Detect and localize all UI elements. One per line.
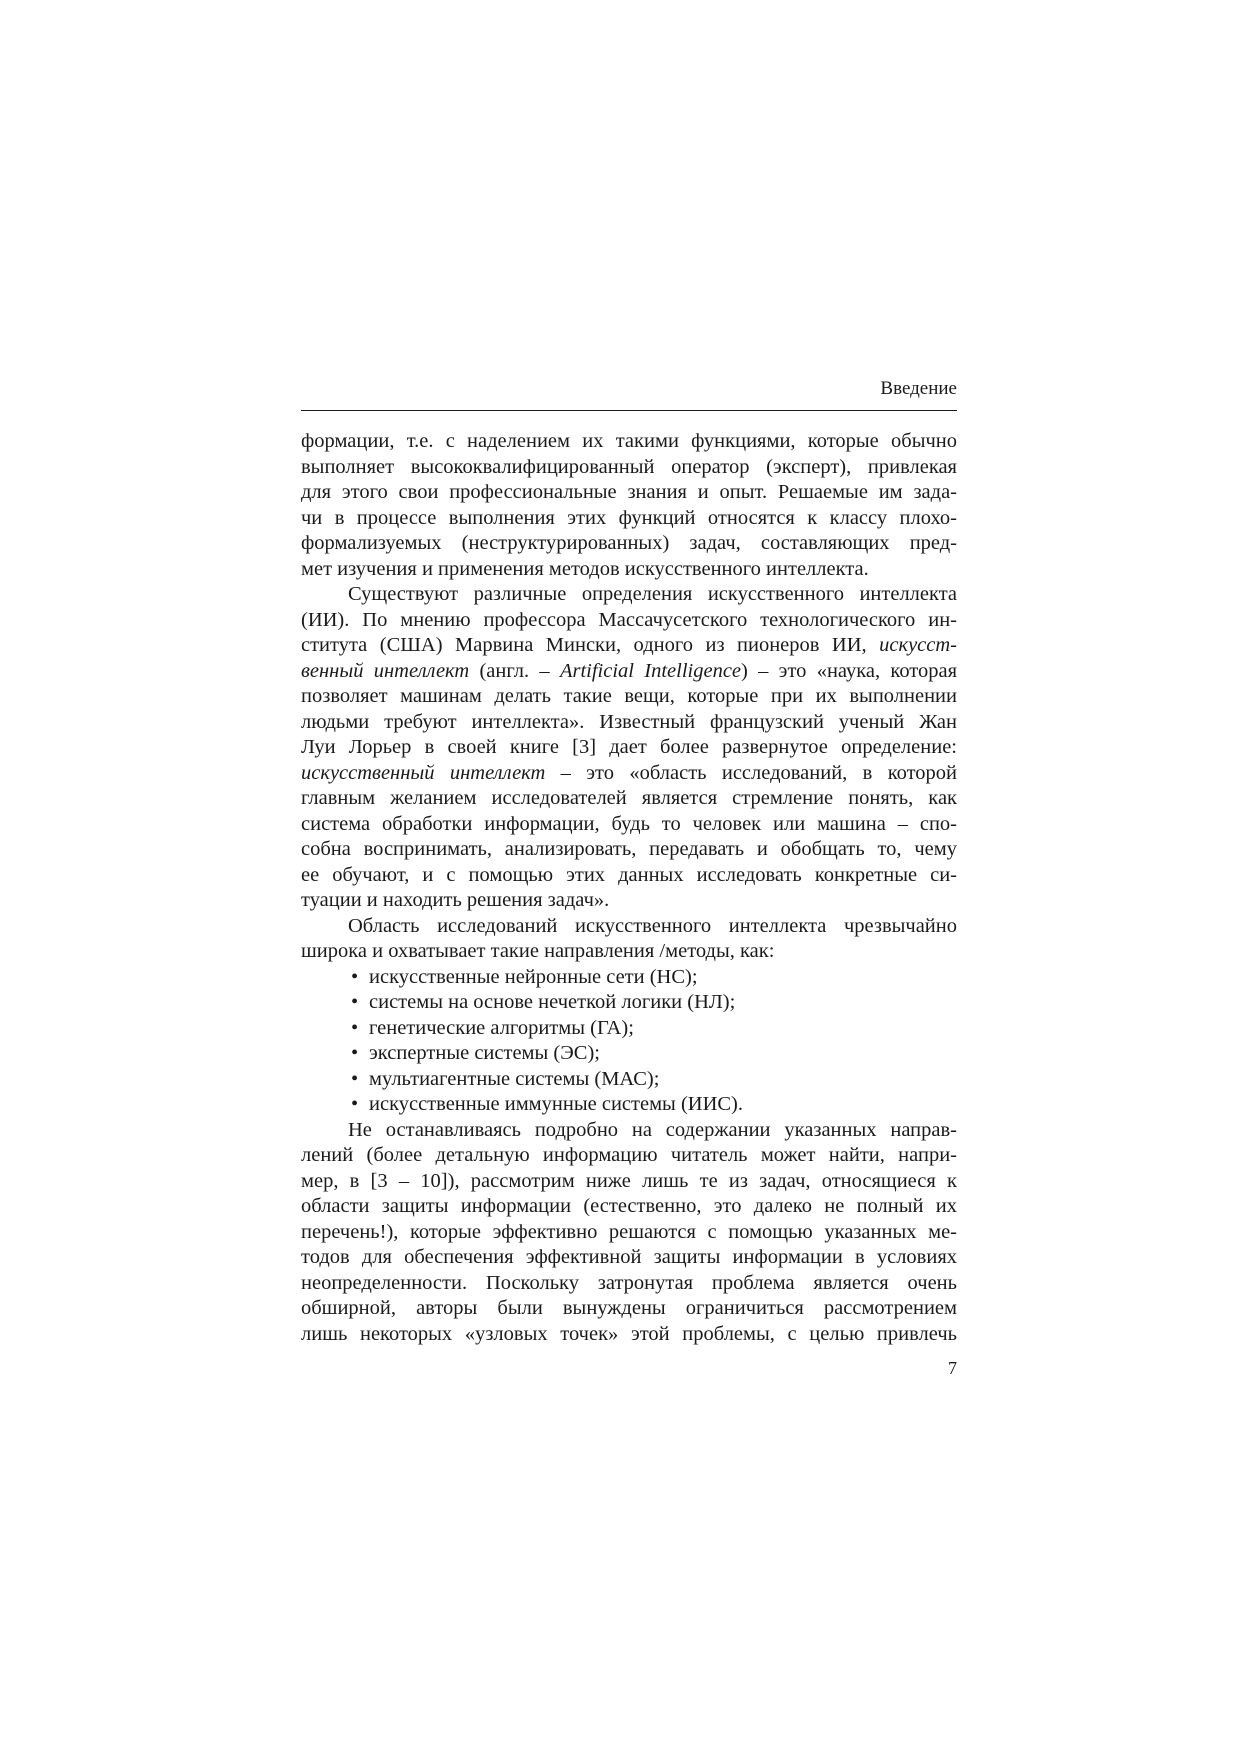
text-line: формализуемых (неструктурированных) задач, составляющих пред- xyxy=(301,532,957,554)
bullet-icon: • xyxy=(351,1067,359,1090)
text-line: обширной, авторы были вынуждены ограничиться рассмотрением xyxy=(301,1297,957,1319)
text-line xyxy=(301,761,957,787)
text-line: чи в процессе выполнения этих функций относятся к классу плохо- xyxy=(301,506,957,529)
text-line: мер, в [3 – 10]), рассмотрим ниже лишь те из задач, относящиеся к xyxy=(301,1169,957,1192)
list-item-text: экспертные системы (ЭС); xyxy=(369,1042,600,1064)
text-line: области защиты информации (естественно, это далеко не полный их xyxy=(301,1195,957,1217)
text-line: лений (более детальную информацию читатель может найти, напри- xyxy=(301,1144,957,1166)
bullet-icon: • xyxy=(351,991,359,1013)
bullet-icon: • xyxy=(351,1093,359,1115)
text-line: главным желанием исследователей является стремление понять, как xyxy=(301,787,957,809)
body-text xyxy=(301,429,957,1347)
text-segment: ) – это «наука, которая xyxy=(741,659,958,682)
list-item xyxy=(301,990,957,1016)
text-line xyxy=(301,633,957,659)
list-item xyxy=(301,1092,957,1118)
list-item xyxy=(301,1067,957,1093)
list-item-text: искусственные иммунные системы (ИИС). xyxy=(369,1093,744,1115)
text-line: перечень!), которые эффективно решаются с помощью указанных ме- xyxy=(301,1220,957,1243)
text-line: система обработки информации, будь то человек или машина – спо- xyxy=(301,812,957,835)
text-line: позволяет машинам делать такие вещи, которые при их выполнении xyxy=(301,685,957,707)
list-item-text: мультиагентные системы (МАС); xyxy=(369,1067,660,1090)
term-italic: искусственный интеллект xyxy=(301,761,546,784)
text-segment: ститута (США) Марвина Мински, одного из пионеров ИИ, xyxy=(301,634,867,656)
list-item xyxy=(301,1041,957,1067)
text-line: мет изучения и применения методов искусственного интеллекта. xyxy=(301,557,869,580)
list-item xyxy=(301,965,957,991)
list-item-text: генетические алгоритмы (ГА); xyxy=(369,1016,634,1039)
text-line: выполняет высококвалифицированный оператор (эксперт), привлекая xyxy=(301,455,957,478)
text-line: широка и охватывает такие направления /методы, как: xyxy=(301,940,775,962)
text-line: для этого свои профессиональные знания и опыт. Решаемые им зада- xyxy=(301,481,957,503)
text-line: людьми требуют интеллекта». Известный французский ученый Жан xyxy=(301,710,957,733)
text-line xyxy=(301,659,957,685)
text-line: собна воспринимать, анализировать, передавать и обобщать то, чему xyxy=(301,838,957,860)
page-number: 7 xyxy=(948,1358,957,1378)
bullet-icon: • xyxy=(351,1016,359,1039)
text-segment: – это «область исследований, в которой xyxy=(560,761,958,784)
text-segment: (англ. – xyxy=(479,659,550,682)
text-line: туации и находить решения задач». xyxy=(301,889,610,911)
bullet-icon: • xyxy=(351,1042,359,1064)
header-rule xyxy=(301,410,957,411)
bullet-icon: • xyxy=(351,965,359,988)
text-line: формации, т.е. с наделением их такими функциями, которые обычно xyxy=(301,430,957,452)
text-line: тодов для обеспечения эффективной защиты информации в условиях xyxy=(301,1246,957,1268)
text-line: Луи Лорьер в своей книге [3] дает более развернутое определение: xyxy=(301,736,957,758)
term-italic: венный интеллект xyxy=(301,659,470,682)
term-italic-english: Artificial Intelligence xyxy=(559,659,742,682)
list-item-text: системы на основе нечеткой логики (НЛ); xyxy=(369,991,736,1013)
list-item xyxy=(301,1016,957,1042)
running-head-title: Введение xyxy=(880,378,957,399)
text-line: Существуют различные определения искусственного интеллекта xyxy=(348,583,957,605)
text-line: (ИИ). По мнению профессора Массачусетского технологического ин- xyxy=(301,608,957,631)
text-line: лишь некоторых «узловых точек» этой проблемы, с целью привлечь xyxy=(301,1322,957,1345)
term-italic: искусст- xyxy=(879,634,957,656)
text-line: ее обучают, и с помощью этих данных исследовать конкретные си- xyxy=(301,863,957,886)
text-line: неопределенности. Поскольку затронутая проблема является очень xyxy=(301,1271,957,1294)
list-item-text: искусственные нейронные сети (НС); xyxy=(369,965,698,988)
text-line: Область исследований искусственного интеллекта чрезвычайно xyxy=(348,914,957,937)
text-line: Не останавливаясь подробно на содержании указанных направ- xyxy=(348,1118,957,1141)
